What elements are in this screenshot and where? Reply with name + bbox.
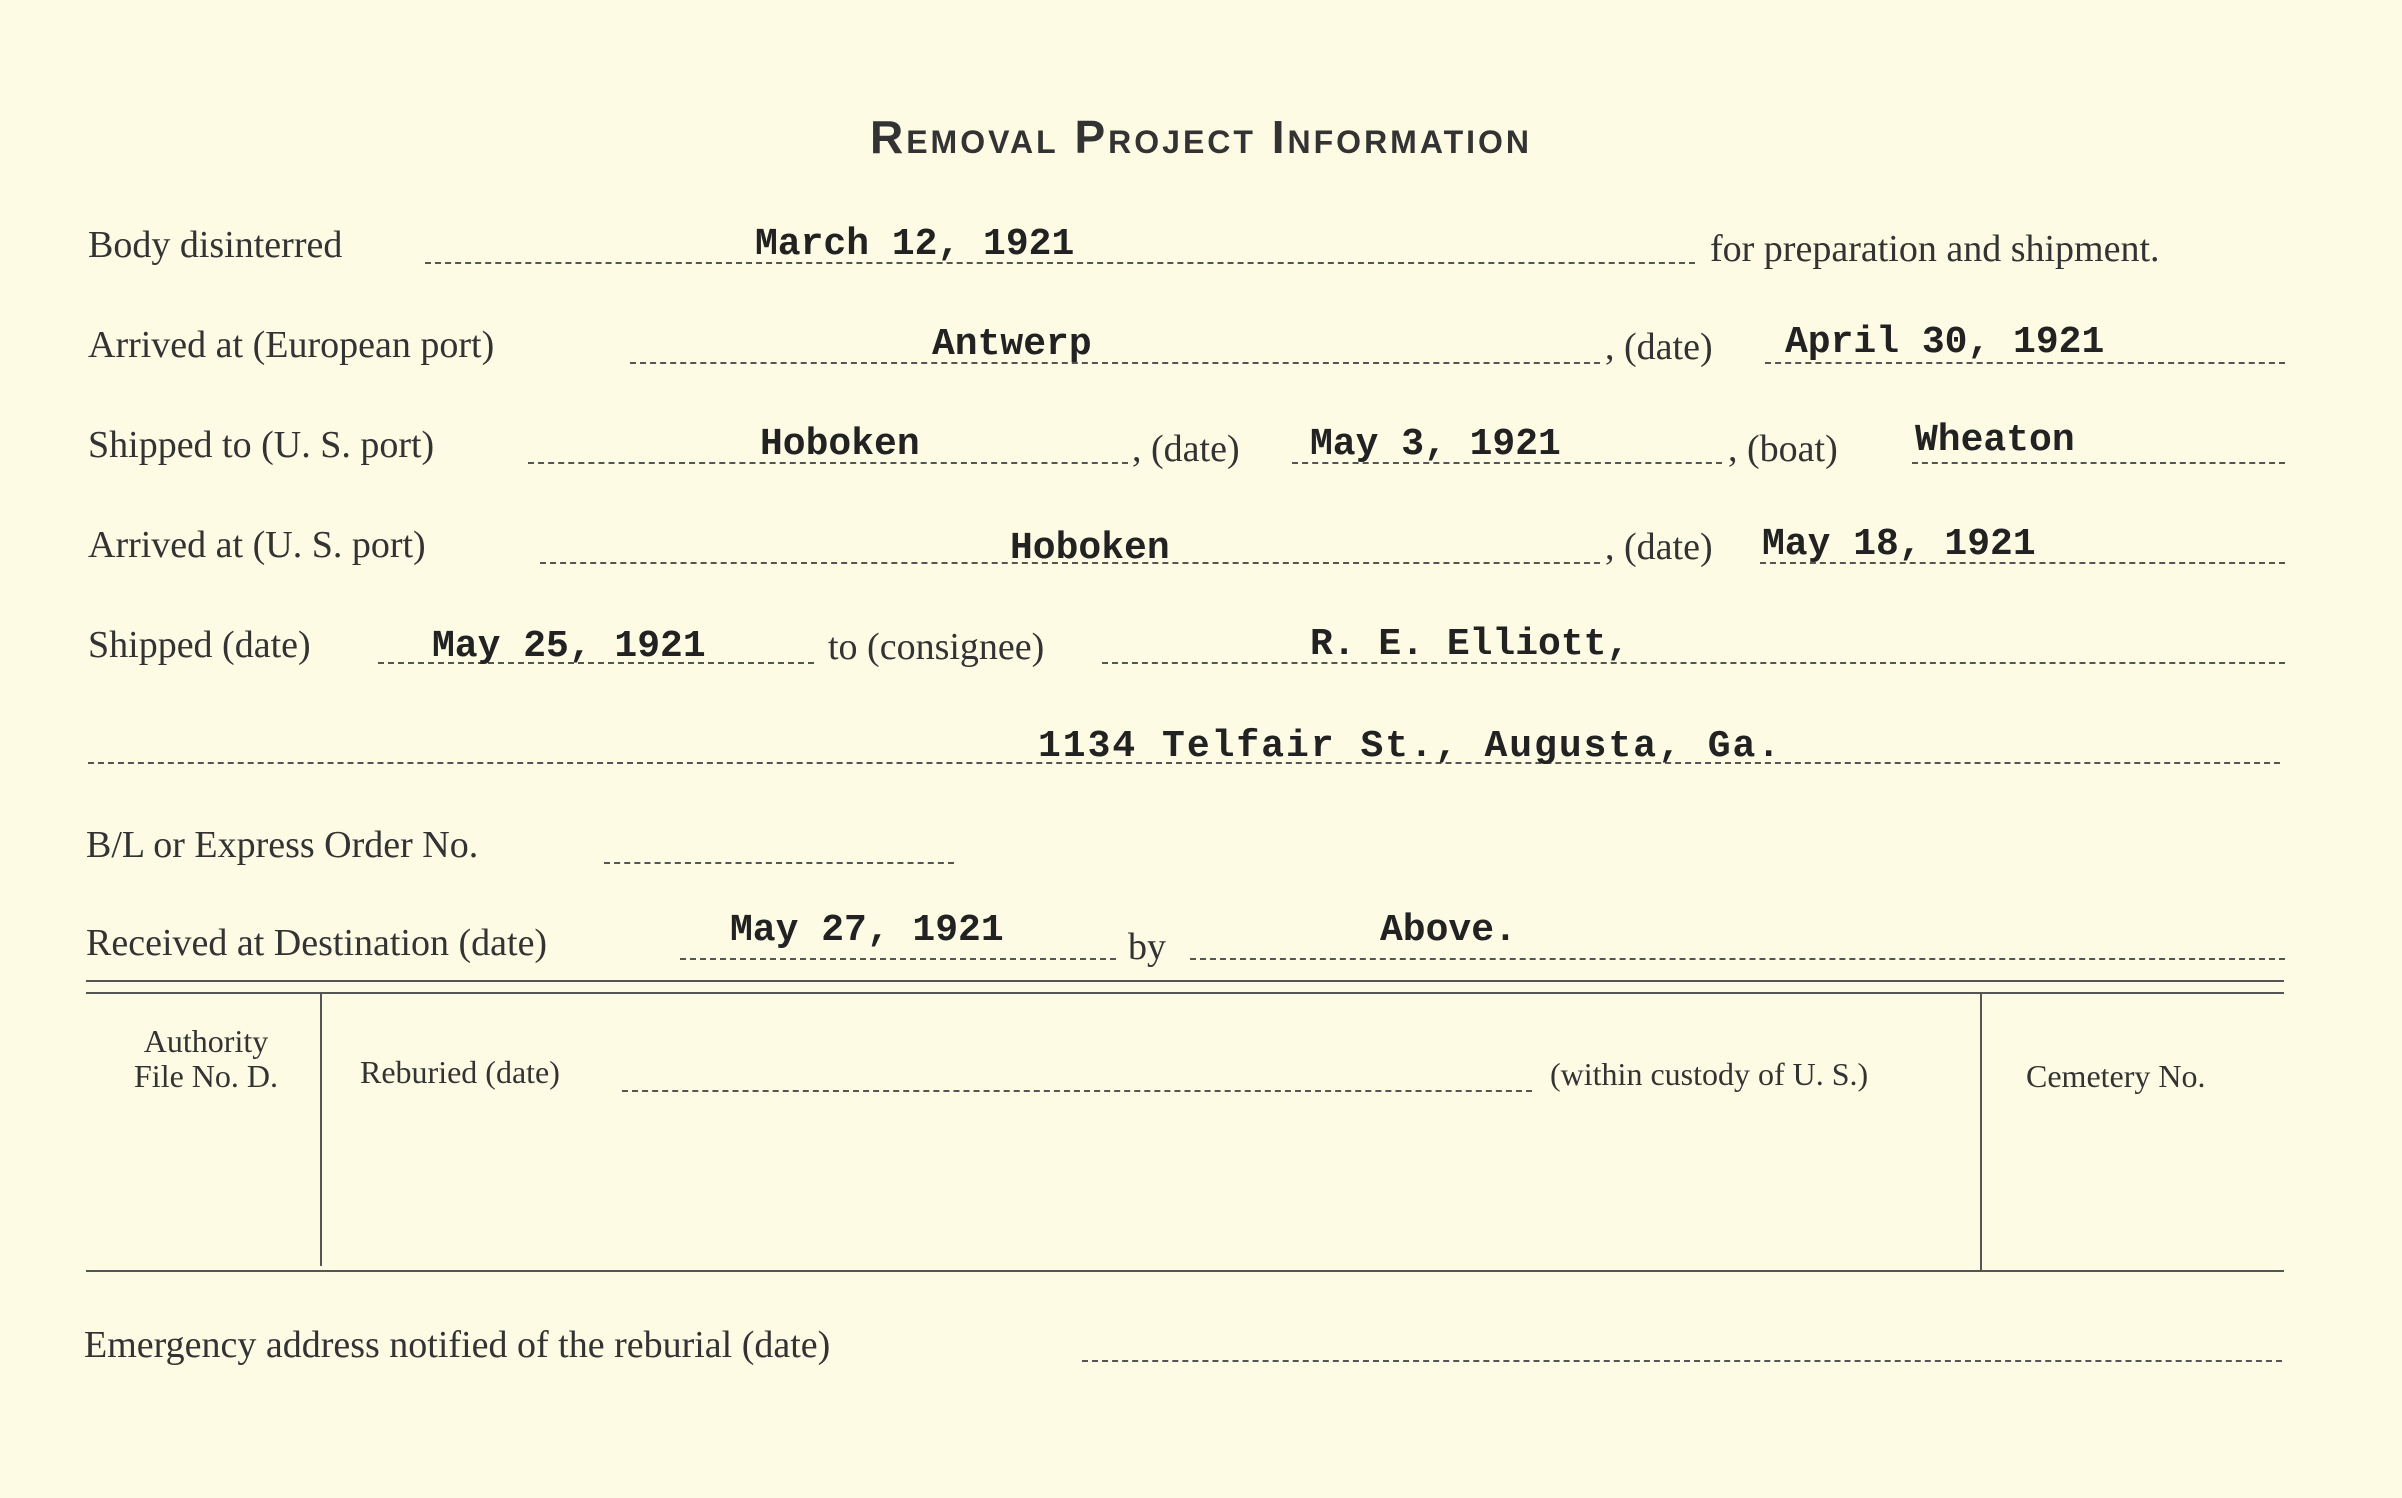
table-divider-left [320, 994, 322, 1266]
dotted-line [622, 1090, 1532, 1092]
row-arrived-european [0, 322, 2402, 382]
shipped-us-date: May 3, 1921 [1310, 423, 1561, 466]
arrived-us-label: Arrived at (U. S. port) [88, 524, 426, 566]
cemetery-label: Cemetery No. [2026, 1058, 2206, 1094]
consignee-address: 1134 Telfair St., Augusta, Ga. [1038, 725, 1783, 768]
shipped-us-date-label: , (date) [1132, 428, 1240, 470]
row-body-disinterred [0, 222, 2402, 282]
table-top-rule [86, 980, 2284, 982]
custody-label: (within custody of U. S.) [1550, 1056, 1869, 1092]
arrived-us-date: May 18, 1921 [1762, 523, 2036, 566]
dotted-line [1190, 958, 2285, 960]
table-bottom-rule [86, 1270, 2284, 1272]
received-label: Received at Destination (date) [86, 922, 548, 964]
dotted-line [1082, 1360, 2282, 1362]
arrived-us-date-label: , (date) [1605, 526, 1713, 568]
arrived-european-date: April 30, 1921 [1785, 321, 2105, 364]
row-shipped-us [0, 419, 2402, 482]
body-disinterred-label: Body disinterred [88, 224, 343, 266]
shipped-label: Shipped (date) [88, 624, 311, 666]
authority-label [96, 1024, 316, 1094]
row-address [0, 722, 2402, 782]
row-arrived-us [0, 522, 2402, 582]
shipped-us-port: Hoboken [760, 423, 920, 466]
received-by-label: by [1128, 926, 1166, 968]
shipped-date: May 25, 1921 [432, 625, 706, 668]
authority-line1: Authority [143, 1023, 269, 1059]
row-emergency [0, 1318, 2402, 1378]
dotted-line [1912, 462, 2285, 464]
row-bl-order [0, 822, 2402, 882]
bl-order-label: B/L or Express Order No. [86, 824, 479, 866]
table-top-rule-2 [86, 992, 2284, 994]
consignee-value: R. E. Elliott, [1310, 623, 1630, 666]
row-shipped [0, 622, 2402, 682]
arrived-european-port: Antwerp [932, 323, 1092, 366]
received-date: May 27, 1921 [730, 909, 1004, 952]
consignee-label: to (consignee) [828, 626, 1045, 668]
arrived-us-port: Hoboken [1010, 527, 1170, 570]
dotted-line [1102, 662, 2285, 664]
dotted-line [680, 958, 1116, 960]
shipped-us-label: Shipped to (U. S. port) [88, 424, 435, 466]
table-divider-right [1980, 994, 1982, 1272]
reburied-label: Reburied (date) [360, 1054, 560, 1090]
dotted-line [630, 362, 1600, 364]
dotted-line [604, 862, 954, 864]
body-disinterred-suffix: for preparation and shipment. [1710, 228, 2160, 270]
arrived-european-label: Arrived at (European port) [88, 324, 495, 366]
received-by: Above. [1380, 909, 1517, 952]
page-title: Removal Project Information [869, 111, 1533, 163]
row-received [0, 909, 2402, 972]
shipped-us-boat-label: , (boat) [1728, 428, 1838, 470]
arrived-european-date-label: , (date) [1605, 326, 1713, 368]
authority-line2: File No. D. [134, 1058, 278, 1095]
emergency-label: Emergency address notified of the reburial (date) [84, 1324, 831, 1366]
body-disinterred-value: March 12, 1921 [755, 223, 1075, 266]
shipped-us-boat: Wheaton [1915, 419, 2075, 462]
